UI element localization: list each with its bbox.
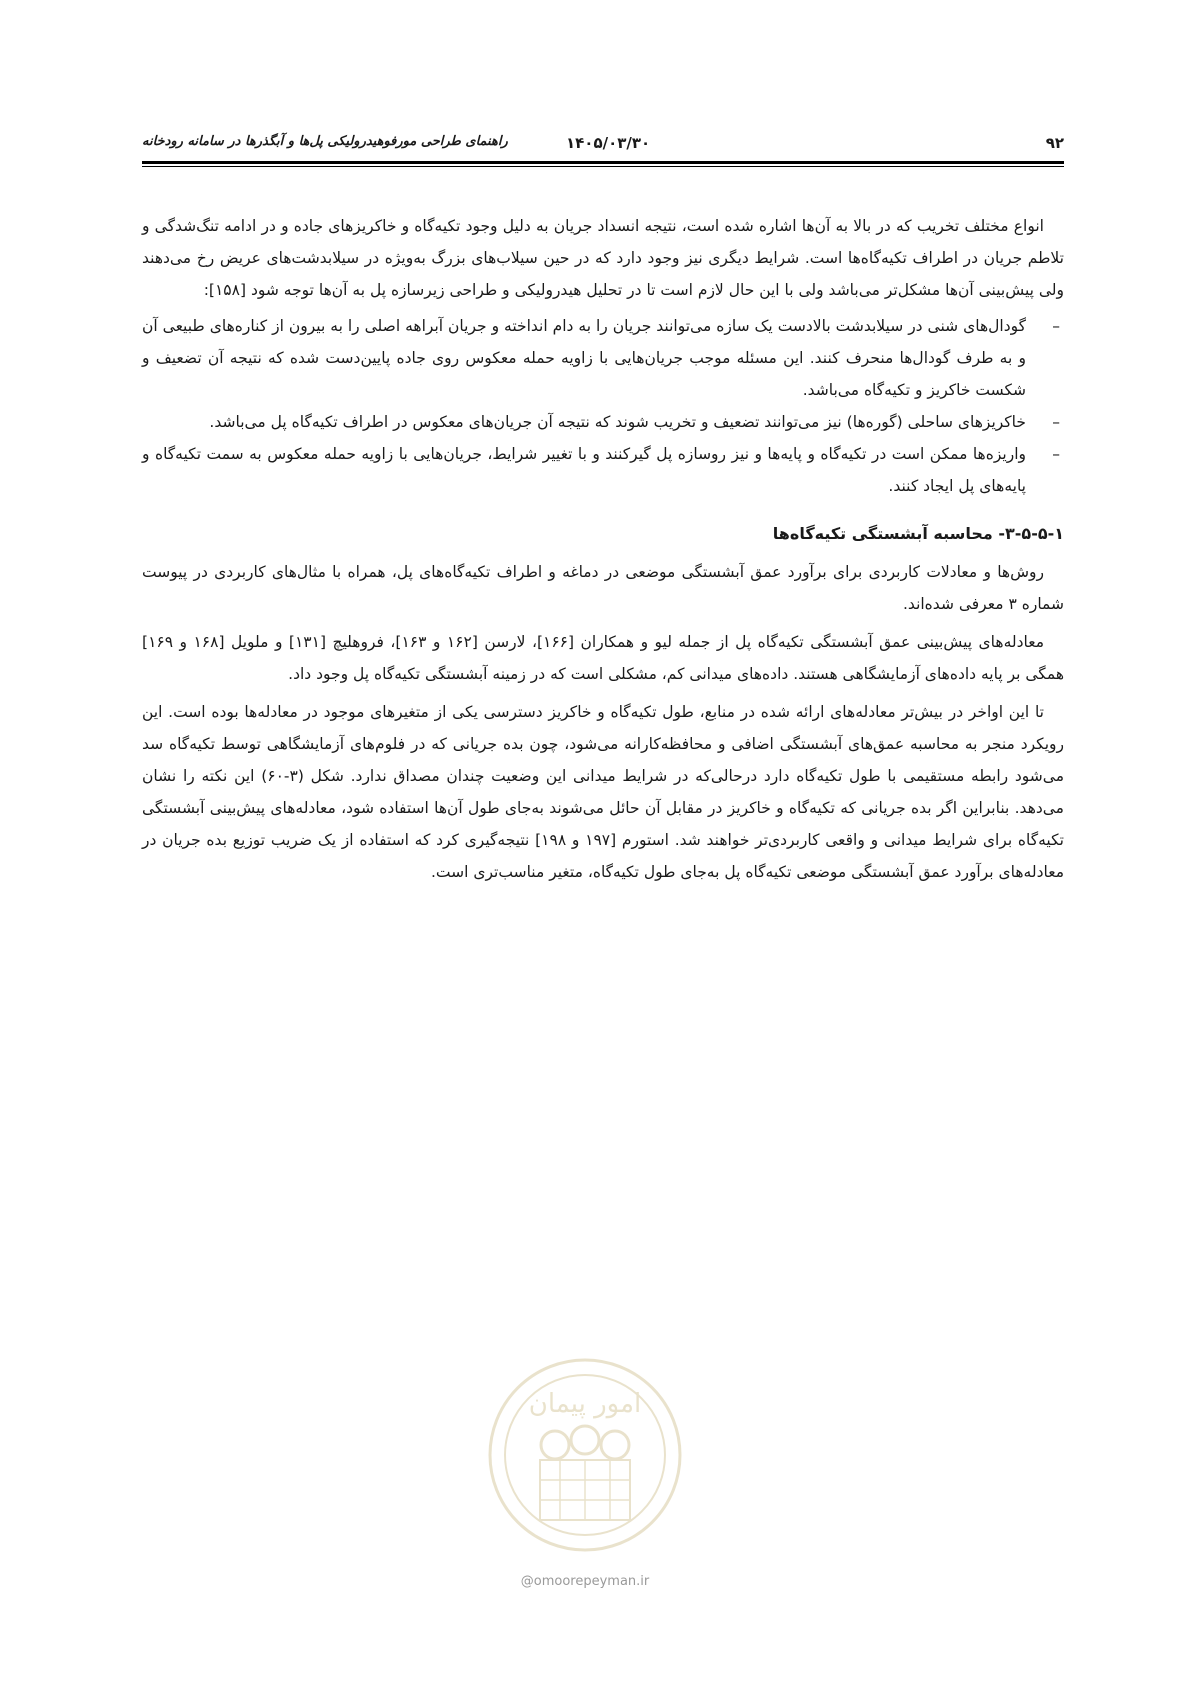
body-paragraph: معادله‌های پیش‌بینی عمق آبشستگی تکیه‌گاه پل از جمله لیو و همکاران [۱۶۶]، لارسن [۱۶۲ و ۱۶۳]، فروهلیچ [۱۳۱] و ملویل [۱۶۸ و ۱۶۹] همگی بر پایه داده‌های آزمایشگاهی هستند. داده‌های میدانی کم، مشکلی است که در زمینه آبشستگی تکیه‌گاه پل وجود داد. xyxy=(142,633,1064,683)
section-heading: ۳-۵-۵-۱- محاسبه آبشستگی تکیه‌گاه‌ها xyxy=(772,524,1064,543)
header-date: ۱۴۰۵/۰۳/۳۰ xyxy=(566,134,651,152)
bullet-dash: – xyxy=(1052,317,1060,335)
intro-paragraph: انواع مختلف تخریب که در بالا به آن‌ها اشاره شده است، نتیجه انسداد جریان به دلیل وجود تکیه‌گاه و خاکریزهای جاده و در ادامه تنگ‌شدگی و تلاطم جریان در اطراف تکیه‌گاه‌ها است. شرایط دیگری نیز وجود دارد که در حین سیلاب‌های بزرگ به‌ویژه در سیلابدشت‌های عریض رخ می‌دهند ولی پیش‌بینی آن‌ها مشکل‌تر می‌باشد ولی با این حال لازم است تا در تحلیل هیدرولیکی و طراحی زیرسازه پل به آن‌ها توجه شود [۱۵۸]: xyxy=(142,217,1064,299)
body-text xyxy=(142,210,1064,888)
bullet-item xyxy=(142,438,1064,502)
body-paragraph: تا این اواخر در بیش‌تر معادله‌های ارائه شده در منابع، طول تکیه‌گاه و خاکریز دسترسی یکی از متغیرهای موجود در معادله‌ها بوده است. این رویکرد منجر به محاسبه عمق‌های آبشستگی اضافی و محافظه‌کارانه می‌شود، چون بده جریانی که در فلوم‌های آزمایشگاهی توسط تکیه‌گاه سد می‌شود رابطه مستقیمی با طول تکیه‌گاه دارد درحالی‌که در شرایط میدانی این وضعیت چندان مصداق ندارد. شکل (۳-۶۰) این نکته را نشان می‌دهد. بنابراین اگر بده جریانی که تکیه‌گاه و خاکریز در مقابل آن حائل می‌شوند به‌جای طول آن‌ها استفاده شود، معادله‌های پیش‌بینی آبشستگی تکیه‌گاه برای شرایط میدانی و واقعی کاربردی‌تر خواهند شد. استورم [۱۹۷ و ۱۹۸] نتیجه‌گیری کرد که استفاده از یک ضریب توزیع بده جریان در معادله‌های برآورد عمق آبشستگی موضعی تکیه‌گاه پل به‌جای طول تکیه‌گاه، متغیر مناسب‌تری است. xyxy=(142,703,1064,881)
header-rule-thick xyxy=(142,161,1064,164)
bullet-text: واریزه‌ها ممکن است در تکیه‌گاه و پایه‌ها و نیز روسازه پل گیرکنند و با تغییر شرایط، جریان‌هایی با زاویه حمله معکوس به سمت تکیه‌گاه و پایه‌های پل ایجاد کنند. xyxy=(142,445,1026,495)
bullet-text: خاکریزهای ساحلی (گوره‌ها) نیز می‌توانند تضعیف و تخریب شوند که نتیجه آن جریان‌های معکوس در اطراف تکیه‌گاه پل می‌باشد. xyxy=(209,413,1026,431)
header-rule-thin xyxy=(142,166,1064,167)
header-title: راهنمای طراحی مورفوهیدرولیکی پل‌ها و آبگذرها در سامانه رودخانه xyxy=(142,134,508,149)
bullet-item xyxy=(142,406,1064,438)
running-header xyxy=(142,130,1064,156)
bullet-list xyxy=(142,310,1064,502)
bullet-dash: – xyxy=(1052,445,1060,463)
watermark-logo-icon xyxy=(480,1340,690,1570)
watermark-url: @omoorepeyman.ir xyxy=(520,1574,650,1589)
body-paragraph: روش‌ها و معادلات کاربردی برای برآورد عمق آبشستگی موضعی در دماغه و اطراف تکیه‌گاه‌های پل، همراه با مثال‌های کاربردی در پیوست شماره ۳ معرفی شده‌اند. xyxy=(142,563,1064,613)
bullet-dash: – xyxy=(1052,413,1060,431)
page-number: ۹۲ xyxy=(1045,134,1064,152)
bullet-text: گودال‌های شنی در سیلابدشت بالادست یک سازه می‌توانند جریان را به دام انداخته و جریان آبراهه اصلی را به بیرون از کناره‌های طبیعی آن و به طرف گودال‌ها منحرف کنند. این مسئله موجب جریان‌هایی با زاویه حمله معکوس روی جاده پایین‌دست شده که نتیجه آن تضعیف و شکست خاکریز و تکیه‌گاه می‌باشد. xyxy=(142,317,1026,399)
bullet-item xyxy=(142,310,1064,406)
watermark-brand: امور پیمان xyxy=(528,1389,642,1419)
